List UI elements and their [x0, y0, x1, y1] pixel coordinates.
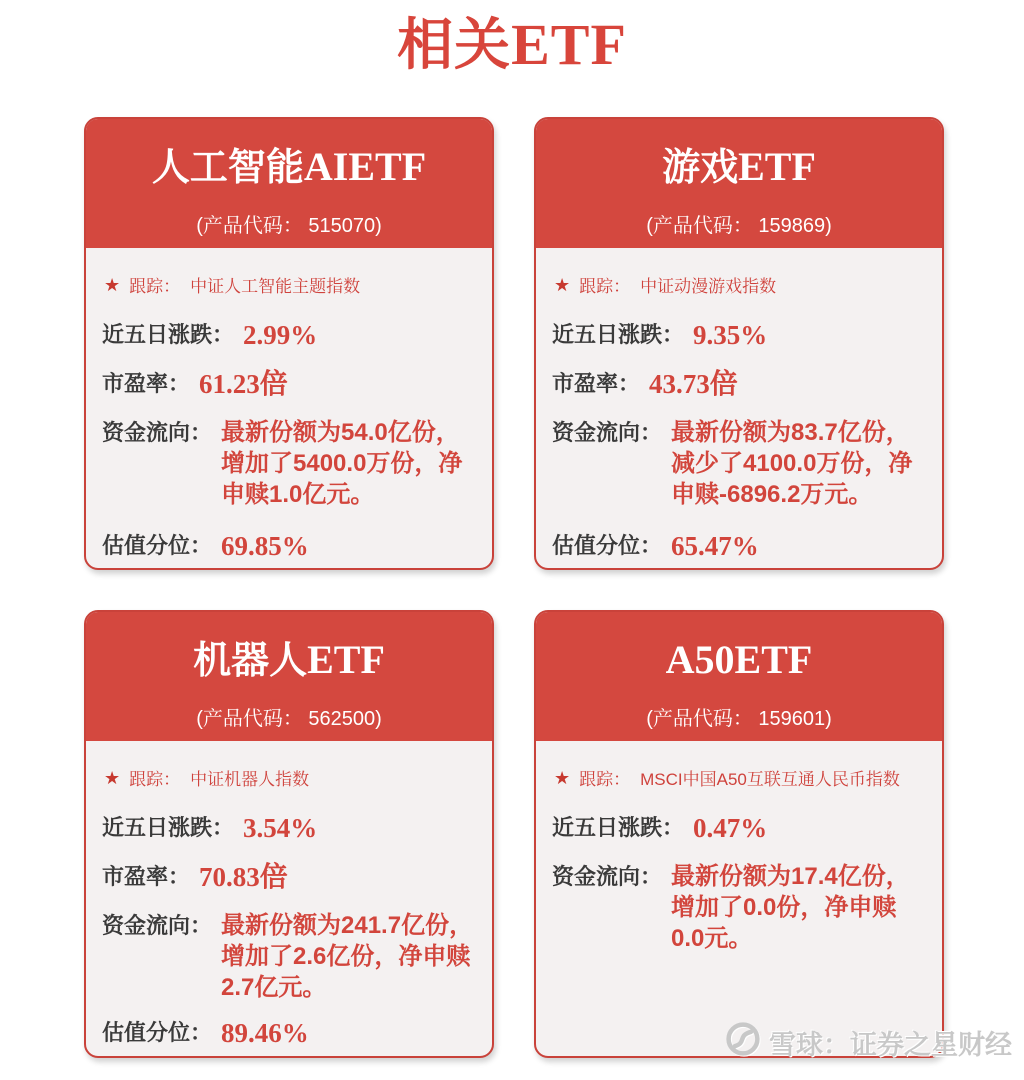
etf-name: [86, 637, 492, 692]
change-value: 3.54%: [243, 813, 318, 843]
card-body: [86, 248, 492, 562]
valuation-value: 69.85%: [221, 531, 309, 561]
pe-unit: 倍: [259, 861, 288, 892]
valuation-value: 65.47%: [671, 531, 759, 561]
change-label: 近五日涨跌：: [102, 322, 235, 347]
card-header: [536, 612, 942, 741]
change-label: 近五日涨跌：: [102, 815, 235, 840]
change-row: [552, 319, 924, 351]
pe-row: [552, 368, 924, 400]
change-label: 近五日涨跌：: [552, 815, 685, 840]
track-index: 中证人工智能主题指数: [190, 277, 361, 296]
pe-label: 市盈率：: [552, 371, 641, 396]
star-icon: ★: [554, 274, 571, 295]
brand-watermark: [725, 1021, 1012, 1064]
etf-name-en: AIETF: [303, 144, 427, 189]
flow-row: [552, 417, 924, 510]
card-body: [536, 248, 942, 562]
star-icon: ★: [104, 274, 121, 295]
change-label: 近五日涨跌：: [552, 322, 685, 347]
change-value: 9.35%: [693, 320, 768, 350]
card-header: [86, 119, 492, 248]
etf-name-en: ETF: [738, 144, 816, 189]
flow-value: 最新份额为54.0亿份，增加了5400.0万份，净申赎1.0亿元。: [221, 419, 463, 508]
pe-value: 61.23: [199, 369, 260, 399]
valuation-label: 估值分位：: [102, 1020, 213, 1045]
track-index: 中证机器人指数: [190, 770, 310, 789]
xueqiu-logo-icon: [725, 1021, 761, 1064]
track-label: 跟踪：: [579, 277, 631, 296]
etf-card-a50: [534, 610, 944, 1058]
card-body: [536, 741, 942, 954]
valuation-value: 89.46%: [221, 1018, 309, 1048]
flow-label: 资金流向：: [552, 864, 663, 889]
track-row: [104, 765, 474, 790]
brand-text: 雪球：证券之星财经: [769, 1030, 1012, 1060]
page-title: [0, 10, 1024, 95]
etf-name: [536, 637, 942, 692]
track-row: [554, 272, 924, 297]
change-row: [552, 812, 924, 844]
change-value: 0.47%: [693, 813, 768, 843]
pe-value: 43.73: [649, 369, 710, 399]
valuation-row: [552, 530, 924, 562]
etf-card-robot: [84, 610, 494, 1058]
etf-name-en: A50ETF: [665, 637, 813, 682]
flow-label: 资金流向：: [102, 420, 213, 445]
etf-product-code: (产品代码： 159869): [646, 215, 832, 237]
etf-product-code: (产品代码： 515070): [196, 215, 382, 237]
star-icon: ★: [104, 767, 121, 788]
pe-label: 市盈率：: [102, 371, 191, 396]
card-header: [86, 612, 492, 741]
flow-label: 资金流向：: [552, 420, 663, 445]
etf-name-zh: 人工智能: [151, 147, 304, 189]
valuation-row: [102, 1017, 474, 1049]
pe-unit: 倍: [259, 368, 288, 399]
pe-label: 市盈率：: [102, 864, 191, 889]
track-label: 跟踪：: [129, 770, 181, 789]
change-value: 2.99%: [243, 320, 318, 350]
card-header: [536, 119, 942, 248]
valuation-label: 估值分位：: [102, 533, 213, 558]
etf-card-aietf: [84, 117, 494, 570]
flow-row: [552, 861, 924, 954]
page-title-en: ETF: [511, 12, 627, 77]
track-label: 跟踪：: [129, 277, 181, 296]
change-row: [102, 319, 474, 351]
etf-name-zh: 机器人: [193, 640, 308, 682]
etf-name-en: ETF: [307, 637, 385, 682]
pe-value: 70.83: [199, 862, 260, 892]
etf-product-code: (产品代码： 562500): [196, 708, 382, 730]
flow-value: 最新份额为17.4亿份，增加了0.0份，净申赎0.0元。: [671, 863, 910, 952]
page-title-zh: 相关: [397, 13, 512, 76]
track-row: [104, 272, 474, 297]
valuation-label: 估值分位：: [552, 533, 663, 558]
flow-value: 最新份额为241.7亿份，增加了2.6亿份，净申赎2.7亿元。: [221, 912, 474, 1001]
flow-row: [102, 417, 474, 510]
flow-row: [102, 910, 474, 1003]
change-row: [102, 812, 474, 844]
track-index: 中证动漫游戏指数: [640, 277, 777, 296]
etf-name: [86, 144, 492, 199]
pe-row: [102, 368, 474, 400]
flow-label: 资金流向：: [102, 913, 213, 938]
pe-unit: 倍: [709, 368, 738, 399]
etf-name: [536, 144, 942, 199]
track-index: MSCI中国A50互联互通人民币指数: [640, 770, 900, 789]
valuation-row: [102, 530, 474, 562]
etf-name-zh: 游戏: [662, 147, 739, 189]
pe-row: [102, 861, 474, 893]
etf-product-code: (产品代码： 159601): [646, 708, 832, 730]
track-row: [554, 765, 924, 790]
card-body: [86, 741, 492, 1049]
track-label: 跟踪：: [579, 770, 631, 789]
etf-card-game: [534, 117, 944, 570]
star-icon: ★: [554, 767, 571, 788]
flow-value: 最新份额为83.7亿份，减少了4100.0万份，净申赎-6896.2万元。: [671, 419, 913, 508]
